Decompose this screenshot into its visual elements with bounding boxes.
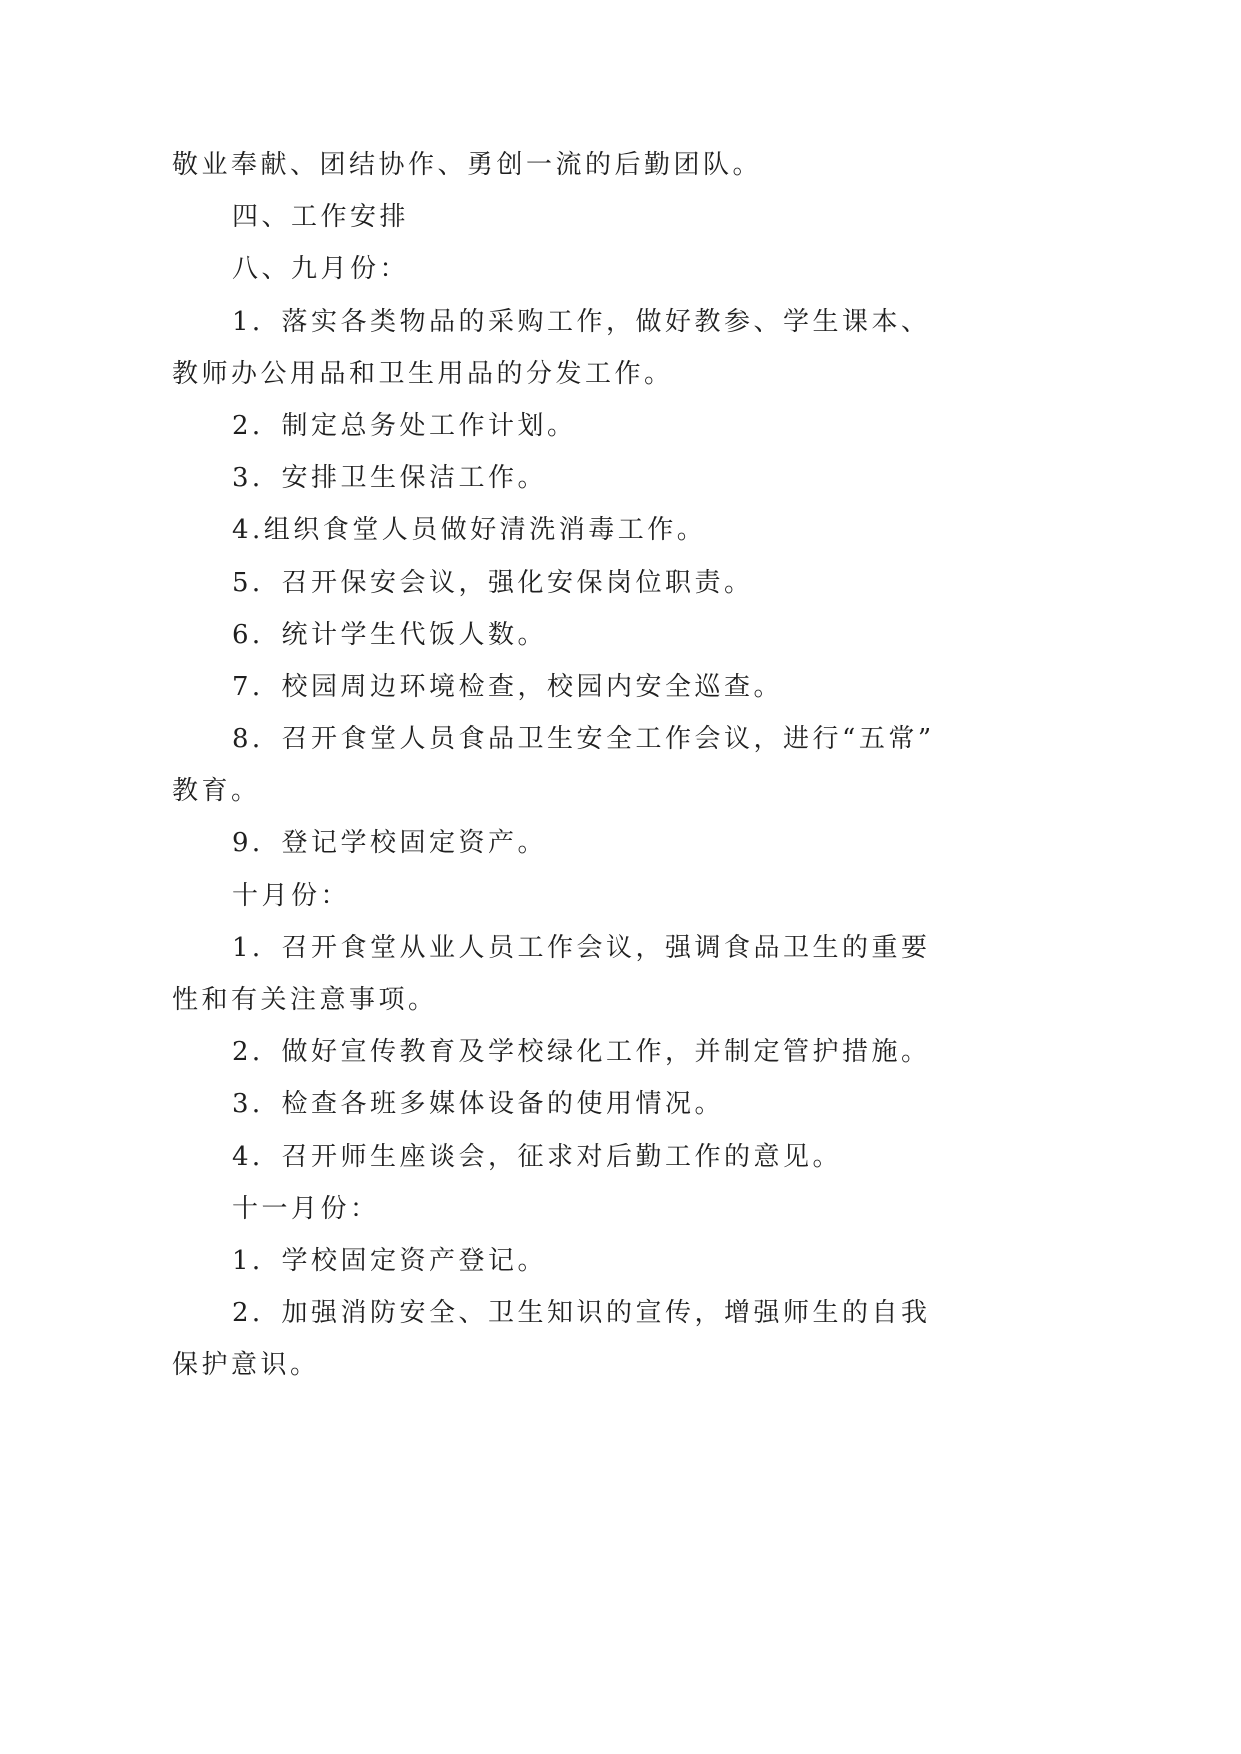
list-item: 2．做好宣传教育及学校绿化工作，并制定管护措施。 [232, 1037, 931, 1068]
month-heading: 十一月份： [232, 1193, 380, 1224]
list-item: 5．召开保安会议，强化安保岗位职责。 [232, 567, 754, 598]
list-item: 4．召开师生座谈会，征求对后勤工作的意见。 [232, 1141, 843, 1172]
paragraph-continuation-line: 敬业奉献、团结协作、勇创一流的后勤团队。 [172, 150, 763, 180]
list-item: 1．落实各类物品的采购工作，做好教参、学生课本、 [232, 306, 931, 337]
list-item: 4.组织食堂人员做好清洗消毒工作。 [232, 515, 707, 546]
list-item: 7．校园周边环境检查，校园内安全巡查。 [232, 671, 784, 702]
list-item-continuation: 教育。 [172, 776, 261, 807]
list-item: 3．安排卫生保洁工作。 [232, 463, 548, 494]
document-body [172, 139, 1092, 1392]
list-item: 6．统计学生代饭人数。 [232, 619, 548, 650]
list-item: 1．学校固定资产登记。 [232, 1245, 548, 1276]
list-item: 9．登记学校固定资产。 [232, 828, 548, 859]
list-item-continuation: 性和有关注意事项。 [172, 985, 438, 1015]
section-heading: 四、工作安排 [232, 202, 410, 233]
list-item: 2．加强消防安全、卫生知识的宣传，增强师生的自我 [232, 1298, 931, 1329]
list-item-continuation: 保护意识。 [172, 1350, 320, 1381]
month-heading: 八、九月份： [232, 254, 410, 285]
list-item: 8．召开食堂人员食品卫生安全工作会议，进行“五常” [232, 724, 935, 755]
list-item: 3．检查各班多媒体设备的使用情况。 [232, 1089, 725, 1120]
list-item: 1．召开食堂从业人员工作会议，强调食品卫生的重要 [232, 932, 931, 963]
list-item: 2．制定总务处工作计划。 [232, 410, 577, 441]
list-item-continuation: 教师办公用品和卫生用品的分发工作。 [172, 358, 674, 389]
month-heading: 十月份： [232, 880, 351, 911]
